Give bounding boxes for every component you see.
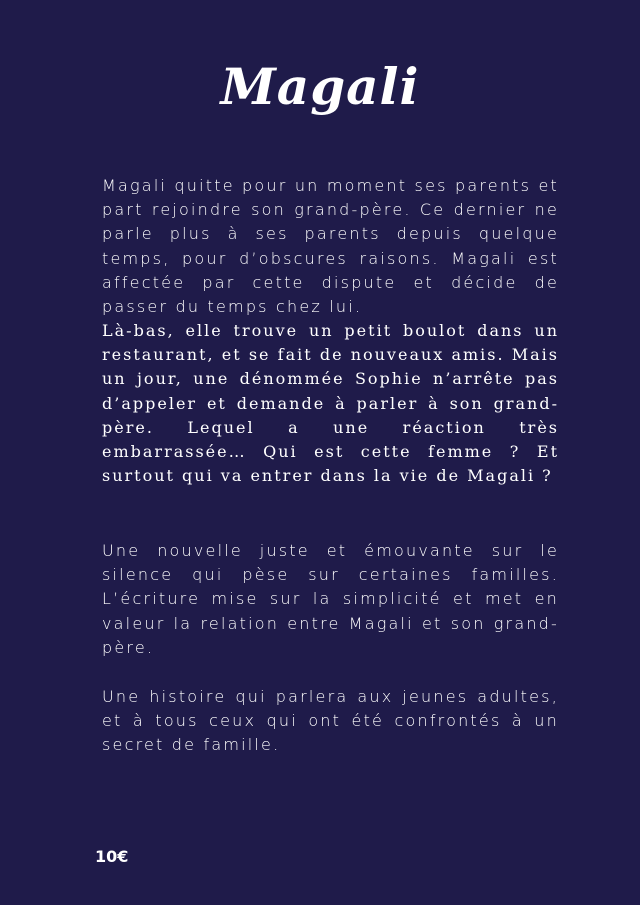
price-label: 10€: [95, 847, 129, 866]
review-paragraph: Une nouvelle juste et émouvante sur le silence qui pèse sur certaines familles. L’écriture mise sur la simplicité et met en valeur la relation entre Magali et son grand-père.: [102, 541, 559, 657]
audience-paragraph: Une histoire qui parlera aux jeunes adultes, et à tous ceux qui ont été confrontés à un secret de famille.: [102, 687, 559, 755]
description-paragraph-2: Là-bas, elle trouve un petit boulot dans un restaurant, et se fait de nouveaux amis. Mais un jour, une dénommée Sophie n’arrête pas d’appeler et demande à parler à son grand-père. Lequel a une réaction très embarrassée… Qui est cette femme ? Et surtout qui va entrer dans la vie de Magali ?: [102, 321, 559, 486]
description-paragraph-1: Magali quitte pour un moment ses parents et part rejoindre son grand-père. Ce dernier ne parle plus à ses parents depuis quelque temps, pour d’obscures raisons. Magali est affectée par cette dispute et décide de passer du temps chez lui.: [102, 176, 559, 317]
page-title: Magali: [220, 57, 420, 116]
